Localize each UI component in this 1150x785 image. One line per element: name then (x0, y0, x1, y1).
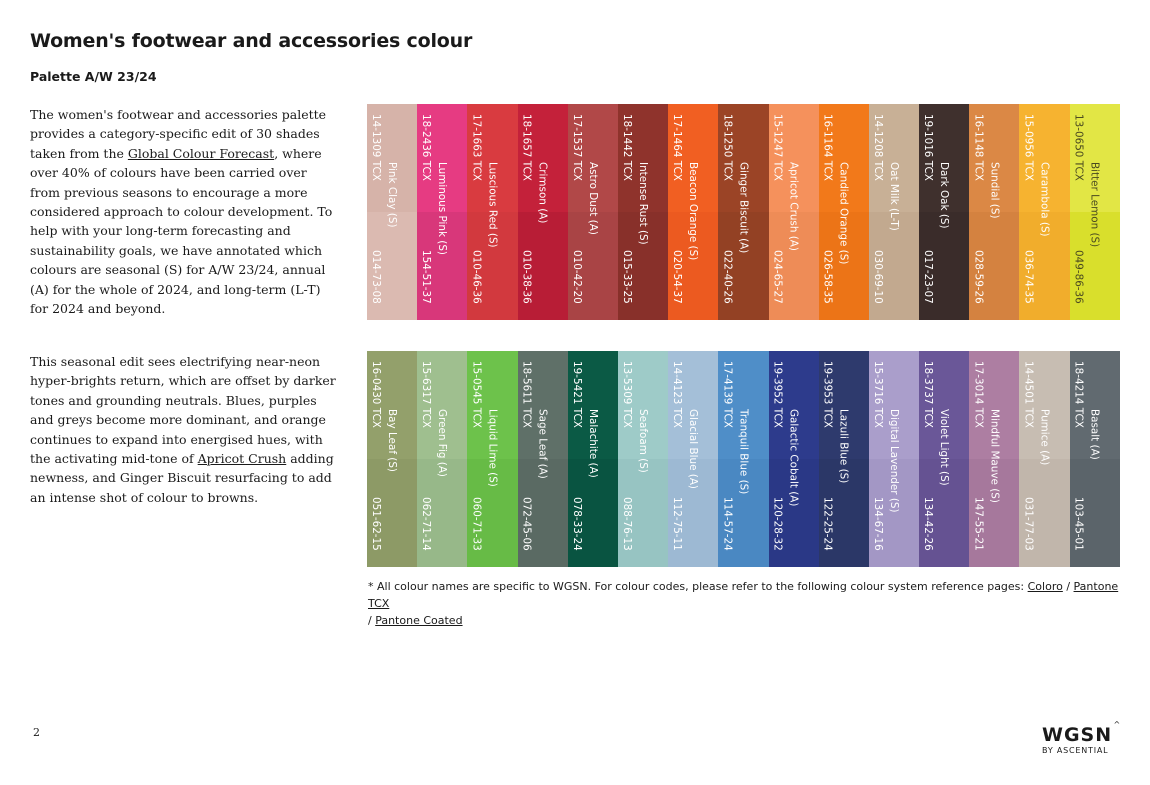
seasonal-text-1: This seasonal edit sees electrifying near-neon hyper-brights return, which are offset by darker tones and grounding neutrals. Blues, purples and greys become more dominant, and orange continues to expand into energised hues, with the activating mid-tone of (30, 354, 336, 467)
swatch-number: 030-69-10 (871, 250, 884, 304)
colour-swatch (969, 351, 1019, 567)
colour-swatch (769, 104, 819, 320)
colour-swatch (1019, 351, 1069, 567)
swatch-code: 18-1442 TCX (620, 114, 633, 181)
swatch-code: 14-1208 TCX (871, 114, 884, 181)
swatch-name: Pumice (A) (1038, 409, 1051, 466)
swatch-number: 024-65-27 (771, 250, 784, 304)
swatch-number: 134-67-16 (871, 497, 884, 551)
page-title: Women's footwear and accessories colour (30, 30, 473, 52)
swatch-code: 18-1657 TCX (520, 114, 533, 181)
footnote-separator: / (368, 614, 376, 627)
swatch-number: 114-57-24 (721, 497, 734, 551)
swatch-code: 16-0430 TCX (370, 361, 382, 428)
colour-swatch (869, 104, 919, 320)
logo-wordmark (1042, 720, 1122, 746)
colour-swatch (769, 351, 819, 567)
swatch-name: Green Fig (A) (436, 409, 449, 477)
swatch-number: 103-45-01 (1072, 497, 1085, 551)
swatch-number: 022-40-26 (721, 250, 734, 304)
swatch-number: 122-25-24 (821, 497, 834, 551)
colour-swatch (467, 351, 517, 567)
swatch-code: 18-2436 TCX (420, 114, 433, 181)
swatch-name: Dark Oak (S) (938, 162, 951, 229)
swatch-number: 049-86-36 (1072, 250, 1085, 304)
global-colour-forecast-link[interactable]: Global Colour Forecast (127, 145, 275, 161)
swatch-name: Glacial Blue (A) (687, 409, 700, 489)
swatch-name: Bitter Lemon (S) (1088, 162, 1101, 248)
coloro-link[interactable]: Coloro (1027, 580, 1063, 593)
colour-swatch (819, 351, 869, 567)
swatch-number: 036-74-35 (1022, 250, 1035, 304)
swatch-name: Carambola (S) (1038, 162, 1051, 237)
colour-swatch (668, 351, 718, 567)
swatch-number: 017-23-07 (922, 250, 935, 304)
swatch-name: Liquid Lime (S) (486, 409, 499, 487)
swatch-name: Pink Clay (S) (386, 162, 398, 228)
intro-text-1: The women's footwear and accessories palette provides a category-specific edit of 30 shades taken from the (30, 107, 327, 161)
palette-row-2 (367, 351, 1120, 567)
swatch-name: Basalt (A) (1088, 409, 1101, 460)
swatch-code: 15-3716 TCX (871, 361, 884, 428)
swatch-number: 078-33-24 (570, 497, 583, 551)
swatch-number: 020-54-37 (671, 250, 684, 304)
colour-swatch (618, 351, 668, 567)
swatch-code: 14-1309 TCX (370, 114, 382, 181)
seasonal-text-2: adding newness, and Ginger Biscuit resurfacing to add an intense shot of colour to browns. (30, 451, 334, 505)
swatch-code: 16-1164 TCX (821, 114, 834, 181)
colour-swatch (467, 104, 517, 320)
swatch-name: Luscious Red (S) (486, 162, 499, 248)
swatch-number: 134-42-26 (922, 497, 935, 551)
swatch-number: 026-58-35 (821, 250, 834, 304)
footnote-separator: / (1062, 580, 1074, 593)
swatch-number: 154-51-37 (420, 250, 433, 304)
swatch-number: 112-75-11 (671, 497, 684, 551)
swatch-code: 15-0545 TCX (470, 361, 483, 428)
swatch-name: Crimson (A) (536, 162, 549, 224)
colour-swatch (618, 104, 668, 320)
logo-byline: BY ASCENTIAL (1042, 746, 1109, 755)
swatch-code: 19-1016 TCX (922, 114, 935, 181)
swatch-name: Apricot Crush (A) (787, 162, 800, 251)
footnote-text: * All colour names are specific to WGSN. For colour codes, please refer to the following colour system reference pages: (368, 580, 1028, 593)
colour-swatch (718, 104, 768, 320)
swatch-number: 014-73-08 (370, 250, 382, 304)
swatch-code: 19-3952 TCX (771, 361, 784, 428)
swatch-number: 051-62-15 (370, 497, 382, 551)
swatch-name: Ginger Biscuit (A) (737, 162, 750, 254)
swatch-name: Sage Leaf (A) (536, 409, 549, 479)
colour-swatch (518, 104, 568, 320)
wgsn-logo (1042, 720, 1122, 755)
swatch-name: Intense Rust (S) (636, 162, 649, 245)
swatch-code: 17-1537 TCX (570, 114, 583, 181)
swatch-name: Sundial (S) (988, 162, 1001, 219)
seasonal-paragraph (30, 352, 340, 507)
palette-row-1 (367, 104, 1120, 320)
swatch-name: Seafoam (S) (636, 409, 649, 473)
swatch-name: Beacon Orange (S) (687, 162, 700, 261)
colour-swatch (367, 351, 417, 567)
colour-swatch (718, 351, 768, 567)
swatch-code: 19-5421 TCX (570, 361, 583, 428)
apricot-crush-link[interactable]: Apricot Crush (197, 451, 287, 467)
swatch-code: 18-3737 TCX (922, 361, 935, 428)
swatch-number: 010-42-20 (570, 250, 583, 304)
swatch-code: 17-1663 TCX (470, 114, 483, 181)
pantone-coated-link[interactable]: Pantone Coated (375, 614, 463, 627)
colour-swatch (568, 351, 618, 567)
logo-mark: ^ (1113, 720, 1122, 729)
swatch-number: 060-71-33 (470, 497, 483, 551)
swatch-code: 18-4214 TCX (1072, 361, 1085, 428)
page-number: 2 (33, 726, 40, 739)
swatch-code: 13-5309 TCX (620, 361, 633, 428)
swatch-name: Lazuli Blue (S) (837, 409, 850, 484)
colour-swatch (1070, 104, 1120, 320)
swatch-code: 17-4139 TCX (721, 361, 734, 428)
swatch-name: Violet Light (S) (938, 409, 951, 486)
swatch-number: 031-77-03 (1022, 497, 1035, 551)
swatch-name: Luminous Pink (S) (436, 162, 449, 255)
swatch-code: 14-4123 TCX (671, 361, 684, 428)
colour-swatch (819, 104, 869, 320)
swatch-code: 16-1148 TCX (972, 114, 985, 181)
swatch-number: 010-46-36 (470, 250, 483, 304)
swatch-code: 13-0650 TCX (1072, 114, 1085, 181)
colour-swatch (1070, 351, 1120, 567)
colour-swatch (919, 351, 969, 567)
swatch-number: 120-28-32 (771, 497, 784, 551)
swatch-number: 147-55-21 (972, 497, 985, 551)
swatch-code: 15-1247 TCX (771, 114, 784, 181)
colour-swatch (1019, 104, 1069, 320)
swatch-code: 15-0956 TCX (1022, 114, 1035, 181)
colour-swatch (568, 104, 618, 320)
swatch-number: 072-45-06 (520, 497, 533, 551)
page-subtitle: Palette A/W 23/24 (30, 69, 157, 84)
swatch-number: 010-38-36 (520, 250, 533, 304)
colour-swatch (417, 351, 467, 567)
swatch-name: Candied Orange (S) (837, 162, 850, 265)
swatch-name: Galactic Cobalt (A) (787, 409, 800, 507)
swatch-code: 14-4501 TCX (1022, 361, 1035, 428)
colour-swatch (367, 104, 417, 320)
colour-swatch (417, 104, 467, 320)
colour-swatch (869, 351, 919, 567)
pantone-tcx-link[interactable]: Pantone TCX (368, 580, 1119, 610)
swatch-code: 17-3014 TCX (972, 361, 985, 428)
colour-swatch (518, 351, 568, 567)
swatch-number: 015-33-25 (620, 250, 633, 304)
swatch-code: 15-6317 TCX (420, 361, 433, 428)
swatch-number: 028-59-26 (972, 250, 985, 304)
swatch-name: Astro Dust (A) (586, 162, 599, 235)
swatch-code: 18-5611 TCX (520, 361, 533, 428)
logo-name: WGSN (1042, 724, 1113, 746)
colour-swatch (919, 104, 969, 320)
footnote (368, 578, 1128, 629)
swatch-name: Malachite (A) (586, 409, 599, 478)
colour-swatch (668, 104, 718, 320)
swatch-code: 18-1250 TCX (721, 114, 734, 181)
swatch-name: Bay Leaf (S) (386, 409, 398, 472)
intro-text-2: , where over 40% of colours have been carried over from previous seasons to encourage a more considered approach to colour development. To help with your long-term forecasting and sustainability goals, we have annotated which colours are seasonal (S) for A/W 23/24, annual (A) for the whole of 2024, and long-term (L-T) for 2024 and beyond. (30, 145, 333, 317)
swatch-name: Oat Milk (L-T) (887, 162, 900, 231)
swatch-name: Tranquil Blue (S) (737, 409, 750, 495)
swatch-code: 17-1464 TCX (671, 114, 684, 181)
intro-paragraph (30, 105, 340, 318)
swatch-number: 062-71-14 (420, 497, 433, 551)
swatch-number: 088-76-13 (620, 497, 633, 551)
swatch-code: 19-3953 TCX (821, 361, 834, 428)
colour-swatch (969, 104, 1019, 320)
swatch-name: Digital Lavender (S) (887, 409, 900, 513)
swatch-name: Mindful Mauve (S) (988, 409, 1001, 503)
